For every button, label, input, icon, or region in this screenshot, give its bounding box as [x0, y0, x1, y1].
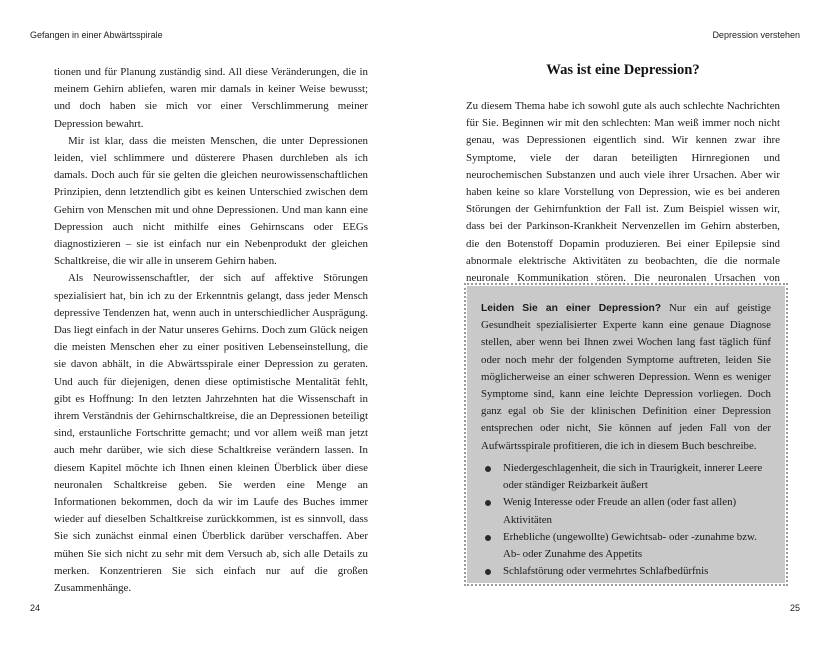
symptom-text: Wenig Interesse oder Freude an allen (oder fast allen) Aktivitäten — [503, 496, 737, 526]
section-title: Was ist eine Depression? — [546, 62, 700, 78]
bullet-icon — [485, 535, 491, 541]
symptom-list — [485, 460, 767, 580]
running-head-left: Gefangen in einer Abwärtsspirale — [30, 30, 163, 40]
symptom-text: Schlafstörung oder vermehrtes Schlafbedürfnis — [503, 565, 709, 578]
callout-text — [481, 300, 771, 455]
page-number-right: 25 — [789, 603, 800, 613]
paragraph: Zu diesem Thema habe ich sowohl gute als auch schlechte Nachrichten für Sie. Beginnen wir mit den schlechten: Man weiß immer noch nicht genau, was Depressionen eigentlich sind. Wir kennen zwar ihre Symptome, viele der daran beteiligten Hirnregionen und neurochemischen Substanzen und auch viele ihrer Ursachen. Aber wir haben keine so klare Vorstellung von Depression, wie es bei anderen Störungen der Gehirnfunktion der Fall ist. Zum Beispiel wissen wir, dass bei der Parkinson-Krankheit Nervenzellen im Gehirn absterben, die den Botenstoff Dopamin produzieren. Bei einer Epilepsie sind abnormale elektrische Aktivitäten zu beobachten, die die normale neuronale Kommunikation stören. Die neuronalen Ursachen von — [466, 100, 780, 285]
bullet-icon — [485, 500, 491, 506]
left-page-body — [54, 64, 368, 597]
depression-symptoms-box — [467, 286, 785, 583]
page-number-left: 24 — [30, 603, 41, 613]
left-page — [0, 0, 416, 648]
bullet-icon — [485, 569, 491, 575]
paragraph: Mir ist klar, dass die meisten Menschen, die unter Depressionen leiden, viel schlimmere und düsterere Phasen durchleben als ich damals. Doch auch für sie gelten die gleichen neurowissenschaftlichen Prinzipien, denn letztendlich gibt es keinen Unterschied zwischen dem Gehirn von Menschen mit und ohne Depressionen. Und man kann eine Depression auch nicht mithilfe eines Gehirnscans oder EEGs diagnostizieren – sie ist einfach nur ein Nebenprodukt der gleichen Schaltkreise, die wir alle in unserem Gehirn haben. — [54, 134, 368, 268]
bullet-icon — [485, 466, 491, 472]
paragraph: tionen und für Planung zuständig sind. All diese Veränderungen, die in meinem Gehirn abliefen, waren mir damals in keiner Weise bewusst; und doch haben sie mich vor einer Verschlimmerung meiner Depression bewahrt. — [54, 66, 368, 130]
symptom-text: Erhebliche (ungewollte) Gewichtsab- oder -zunahme bzw. Ab- oder Zunahme des Appetits — [503, 530, 757, 561]
paragraph: Als Neurowissenschaftler, der sich auf affektive Störungen spezialisiert hat, bin ich zu der Erkenntnis gelangt, dass jeder Mensch depressive Tendenzen hat, wenn auch in unterschiedlicher Ausprägung. Das liegt einfach in der Natur unseres Gehirns. Doch zum Glück neigen die meisten Menschen eher zu einer positiven Lebenseinstellung, die sie davon abhält, in die Abwärtsspirale einer Depression zu geraten. Und auch für diejenigen, denen diese optimistische Mentalität fehlt, gibt es Hoffnung: In den letzten Jahrzehnten hat die Wissenschaft in ihrem Verständnis der Gehirnschaltkreise, die an Depressionen beteiligt sind, erstaunliche Fortschritte gemacht; und vor allem weiß man jetzt auch mehr darüber, wie sich diese Schaltkreise verändern lassen. In diesem Kapitel möchte ich Ihnen einen kleinen Überblick über diese neuronalen Schaltkreise geben. Sie werden eine Menge an Informationen bekommen, doch da wir im Laufe des Buches immer wieder auf dieselben Schaltkreise zurückkommen, ist es sinnvoll, dass Sie sich zunächst einmal einen Überblick darüber verschaffen. Aber mühen Sie sich nicht zu sehr mit dem Versuch ab, sich alle Details zu merken. Konzentrieren Sie sich einfach nur auf die großen Zusammenhänge. — [54, 272, 368, 595]
symptom-item — [485, 460, 767, 494]
right-page — [417, 0, 833, 648]
symptom-item — [485, 494, 767, 528]
running-head-right: Depression verstehen — [712, 30, 800, 40]
callout-body: Nur ein auf geistige Gesundheit spezialisierter Experte kann eine genaue Diagnose stellen, aber wenn bei Ihnen zwei Wochen lang fast täglich fünf oder noch mehr der folgenden Symptome auftreten, leiden Sie möglicherweise an einer schweren Depression. Wenn es weniger Symptome sind, kann eine leichte Depression vorliegen. Doch ganz egal ob Sie der klinischen Definition einer Depression entsprechen oder nicht, Sie können auf jeden Fall von der Aufwärtsspirale profitieren, die ich in diesem Buch beschreibe. — [481, 302, 771, 452]
symptom-item — [485, 529, 767, 563]
symptom-text: Niedergeschlagenheit, die sich in Traurigkeit, innerer Leere oder ständiger Reizbarkeit äußert — [503, 462, 763, 492]
symptom-item — [485, 563, 767, 580]
right-page-body — [466, 98, 780, 304]
callout-lead: Leiden Sie an einer Depression? — [481, 303, 662, 314]
